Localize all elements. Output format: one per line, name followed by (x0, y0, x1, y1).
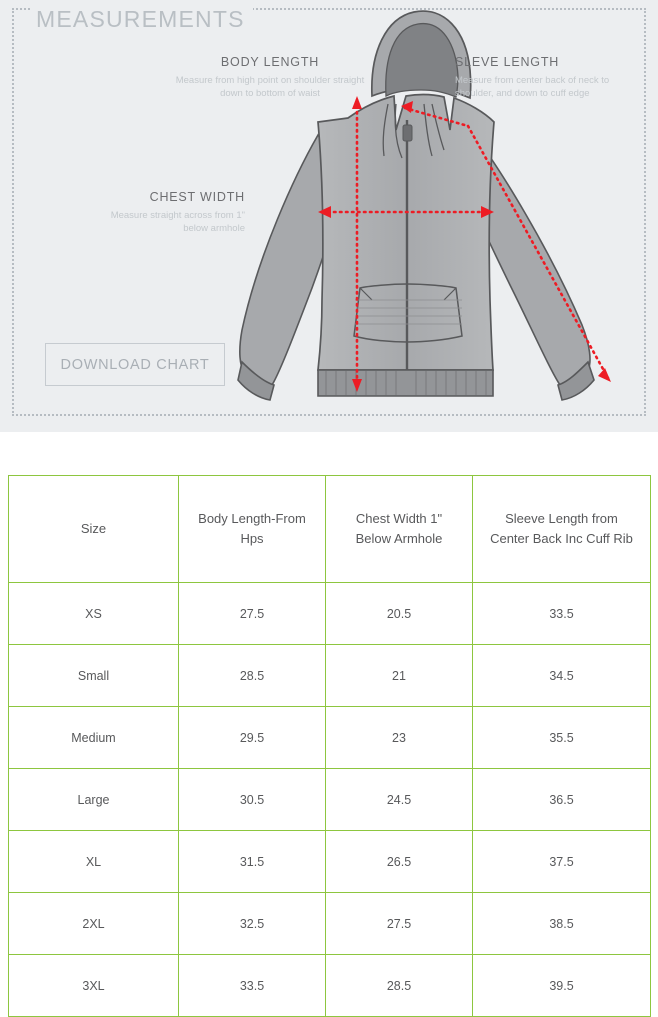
cell-sleeve-length: 38.5 (473, 893, 651, 955)
label-body-length (175, 55, 365, 100)
table-header (9, 476, 651, 583)
cell-body-length: 32.5 (179, 893, 326, 955)
cell-body-length: 29.5 (179, 707, 326, 769)
cell-size: XL (9, 831, 179, 893)
table-body (9, 583, 651, 1017)
cell-chest-width: 23 (326, 707, 473, 769)
table-row (9, 583, 651, 645)
label-chest-width (100, 190, 245, 235)
table-header-row (9, 476, 651, 583)
cell-chest-width: 21 (326, 645, 473, 707)
label-sleeve-length-head: SLEVE LENGTH (455, 55, 560, 69)
table-row (9, 893, 651, 955)
cell-body-length: 27.5 (179, 583, 326, 645)
cell-chest-width: 24.5 (326, 769, 473, 831)
cell-size: XS (9, 583, 179, 645)
page-title: MEASUREMENTS (30, 6, 253, 33)
column-header-size: Size (9, 476, 179, 583)
cell-sleeve-length: 36.5 (473, 769, 651, 831)
size-chart-table-wrapper (8, 475, 650, 1017)
table-row (9, 707, 651, 769)
table-row (9, 955, 651, 1017)
cell-size: Medium (9, 707, 179, 769)
table-row (9, 645, 651, 707)
cell-size: Small (9, 645, 179, 707)
table-row (9, 769, 651, 831)
cell-body-length: 31.5 (179, 831, 326, 893)
table-row (9, 831, 651, 893)
measurements-panel (0, 0, 658, 432)
column-header-body-length: Body Length-From Hps (179, 476, 326, 583)
cell-sleeve-length: 39.5 (473, 955, 651, 1017)
cell-size: 3XL (9, 955, 179, 1017)
label-chest-width-head: CHEST WIDTH (149, 190, 245, 204)
size-chart-table (8, 475, 651, 1017)
cell-chest-width: 26.5 (326, 831, 473, 893)
cell-size: 2XL (9, 893, 179, 955)
label-sleeve-length (455, 55, 635, 100)
download-chart-button[interactable]: DOWNLOAD CHART (45, 343, 225, 386)
cell-chest-width: 28.5 (326, 955, 473, 1017)
cell-sleeve-length: 33.5 (473, 583, 651, 645)
label-body-length-sub: Measure from high point on shoulder straight down to bottom of waist (175, 75, 365, 99)
cell-chest-width: 27.5 (326, 893, 473, 955)
cell-chest-width: 20.5 (326, 583, 473, 645)
cell-body-length: 28.5 (179, 645, 326, 707)
cell-sleeve-length: 35.5 (473, 707, 651, 769)
column-header-chest-width: Chest Width 1" Below Armhole (326, 476, 473, 583)
label-body-length-head: BODY LENGTH (220, 55, 320, 69)
cell-sleeve-length: 34.5 (473, 645, 651, 707)
cell-body-length: 30.5 (179, 769, 326, 831)
cell-body-length: 33.5 (179, 955, 326, 1017)
label-sleeve-length-sub: Measure from center back of neck to shoulder, and down to cuff edge (455, 75, 610, 99)
label-chest-width-sub: Measure straight across from 1" below armhole (110, 210, 245, 234)
cell-sleeve-length: 37.5 (473, 831, 651, 893)
column-header-sleeve-length: Sleeve Length from Center Back Inc Cuff Rib (473, 476, 651, 583)
cell-size: Large (9, 769, 179, 831)
